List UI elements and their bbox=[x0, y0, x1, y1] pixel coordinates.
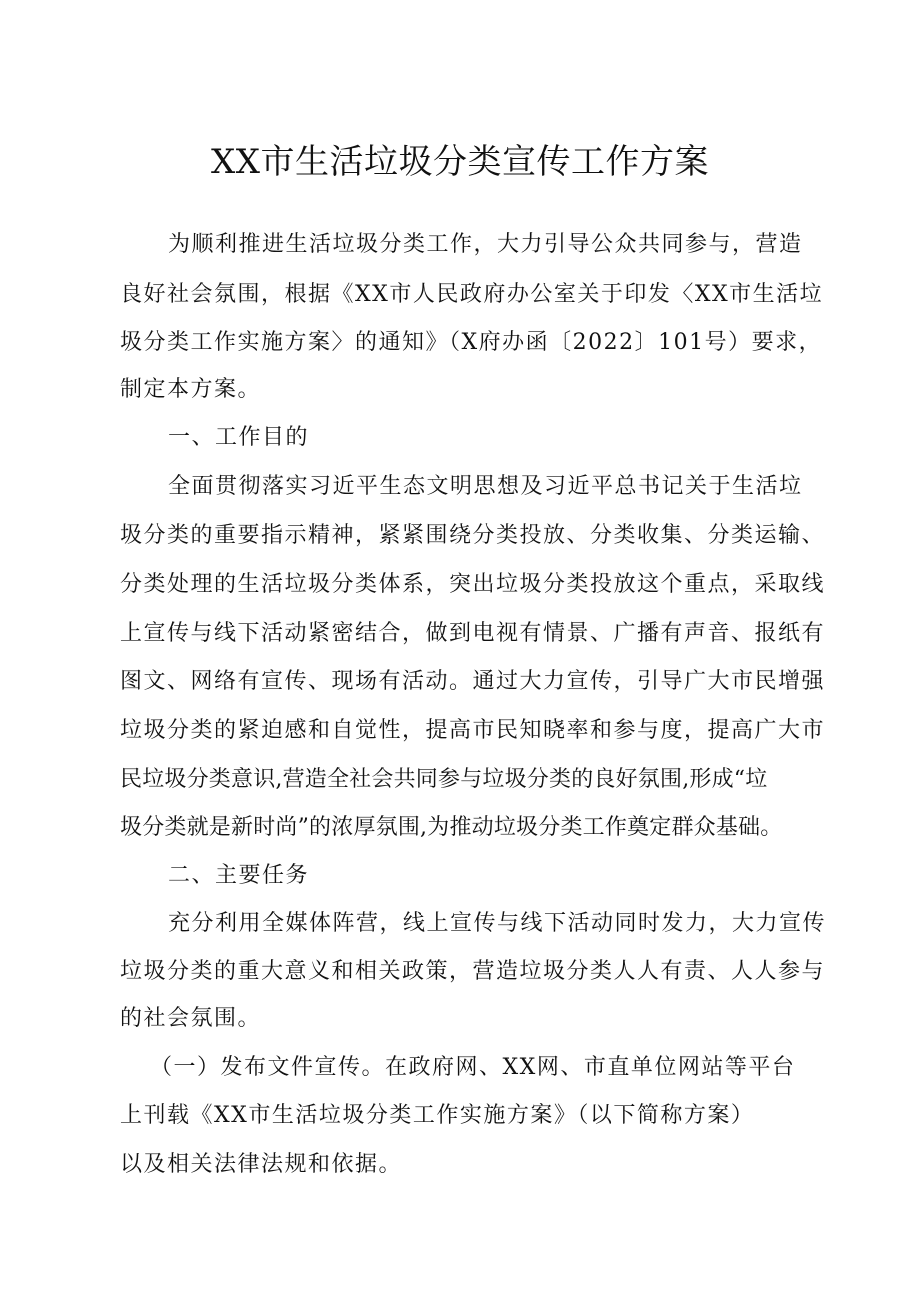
paragraph-line: 的社会氛围。 bbox=[120, 1006, 262, 1031]
paragraph-line: 分类处理的生活垃圾分类体系，突出垃圾分类投放这个重点，采取线 bbox=[120, 572, 826, 597]
paragraph-line: 垃圾分类的紧迫感和自觉性，提高市民知晓率和参与度，提高广大市 bbox=[120, 718, 826, 743]
paragraph-line: 全面贯彻落实习近平生态文明思想及习近平总书记关于生活垃 bbox=[168, 474, 803, 499]
paragraph-line: 圾分类的重要指示精神，紧紧围绕分类投放、分类收集、分类运输、 bbox=[120, 523, 826, 548]
paragraph-line: 制定本方案。 bbox=[120, 377, 262, 402]
section-heading: 二、主要任务 bbox=[168, 863, 310, 888]
paragraph-line: 为顺利推进生活垃圾分类工作，大力引导公众共同参与，营造 bbox=[168, 232, 803, 257]
paragraph-line: 圾分类工作实施方案〉的通知》（X府办函〔2022〕101号）要求， bbox=[120, 330, 823, 355]
section-heading: 一、工作目的 bbox=[168, 425, 310, 450]
paragraph-line: 上宣传与线下活动紧密结合，做到电视有情景、广播有声音、报纸有 bbox=[120, 621, 826, 646]
document-title: XX市生活垃圾分类宣传工作方案 bbox=[211, 142, 709, 182]
paragraph-line: 民垃圾分类意识,营造全社会共同参与垃圾分类的良好氛围,形成“垃 bbox=[120, 767, 768, 792]
paragraph-line: 上刊载《XX市生活垃圾分类工作实施方案》（以下简称方案） bbox=[120, 1103, 755, 1128]
paragraph-line: 圾分类就是新时尚”的浓厚氛围,为推动垃圾分类工作奠定群众基础。 bbox=[120, 815, 783, 840]
paragraph-line: 垃圾分类的重大意义和相关政策，营造垃圾分类人人有责、人人参与 bbox=[120, 959, 826, 984]
subsection-heading: （一）发布文件宣传。在政府网、XX网、市直单位网站等平台 bbox=[150, 1055, 796, 1080]
paragraph-line: 以及相关法律法规和依据。 bbox=[120, 1152, 403, 1177]
paragraph-line: 图文、网络有宣传、现场有活动。通过大力宣传，引导广大市民增强 bbox=[120, 669, 826, 694]
paragraph-line: 充分利用全媒体阵营，线上宣传与线下活动同时发力，大力宣传 bbox=[168, 911, 827, 936]
paragraph-line: 良好社会氛围，根据《XX市人民政府办公室关于印发〈XX市生活垃 bbox=[120, 282, 824, 307]
